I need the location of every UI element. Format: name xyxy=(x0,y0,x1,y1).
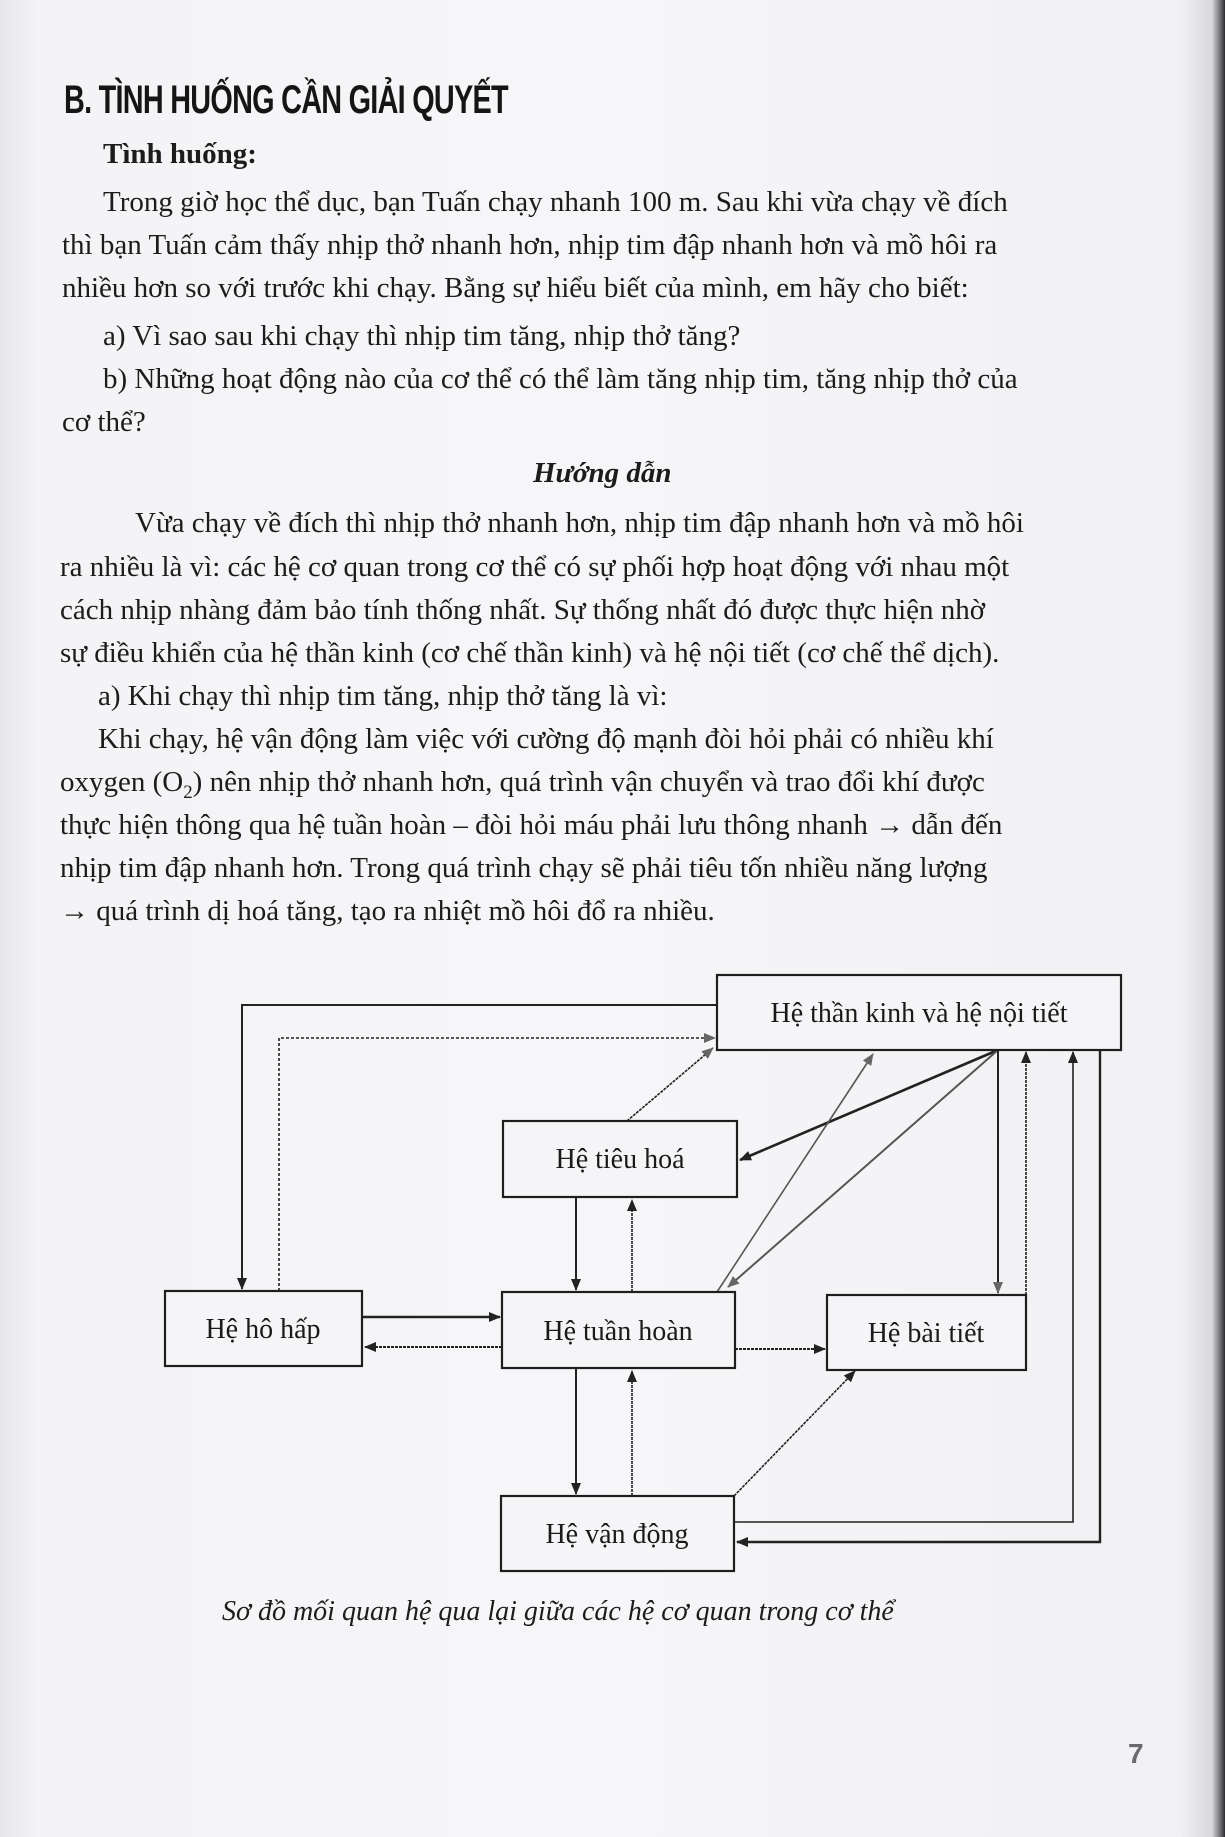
arrow-digestive-to-nervous xyxy=(627,1048,713,1121)
arrow-nervous-to-circulatory xyxy=(728,1050,998,1287)
page-number: 7 xyxy=(1128,1738,1144,1769)
arrow-locomotor-to-nervous xyxy=(734,1052,1073,1522)
situation-heading: Tình huống: xyxy=(103,138,257,170)
guide-intro-line-1: Vừa chạy về đích thì nhịp thở nhanh hơn, nhịp tim đập nhanh hơn và mồ hôi xyxy=(135,507,1024,539)
guide-heading: Hướng dẫn xyxy=(533,457,672,489)
answer-a-heading: a) Khi chạy thì nhịp tim tăng, nhịp thở tăng là vì: xyxy=(98,680,668,712)
situation-line-2: thì bạn Tuấn cảm thấy nhịp thở nhanh hơn, nhịp tim đập nhanh hơn và mồ hôi ra xyxy=(62,229,998,261)
guide-intro-line-2: ra nhiều là vì: các hệ cơ quan trong cơ thể có sự phối hợp hoạt động với nhau một xyxy=(60,551,1010,583)
answer-a-line-5: → quá trình dị hoá tăng, tạo ra nhiệt mồ hôi đổ ra nhiều. xyxy=(60,895,715,927)
question-b-line-1: b) Những hoạt động nào của cơ thể có thể làm tăng nhịp tim, tăng nhịp thở của xyxy=(103,363,1018,395)
answer-a-line-2: oxygen $(O_2)$ nên nhịp thở nhanh hơn, quá trình vận chuyển và trao đổi khí được xyxy=(60,766,985,803)
question-a: a) Vì sao sau khi chạy thì nhịp tim tăng, nhịp thở tăng? xyxy=(103,320,741,352)
label-nervous-endocrine: Hệ thần kinh và hệ nội tiết xyxy=(770,998,1068,1029)
question-b-line-2: cơ thể? xyxy=(62,406,146,438)
label-digestive: Hệ tiêu hoá xyxy=(555,1144,685,1175)
label-respiratory: Hệ hô hấp xyxy=(205,1314,321,1345)
guide-intro-line-4: sự điều khiển của hệ thần kinh (cơ chế thần kinh) và hệ nội tiết (cơ chế thể dịch). xyxy=(60,637,1000,669)
arrow-locomotor-to-excretory xyxy=(734,1371,855,1496)
arrow-nervous-to-digestive xyxy=(740,1050,998,1160)
arrow-circulatory-to-nervous xyxy=(717,1054,873,1292)
section-title: B. TÌNH HUỐNG CẦN GIẢI QUYẾT xyxy=(64,78,508,122)
situation-line-3: nhiều hơn so với trước khi chạy. Bằng sự hiểu biết của mình, em hãy cho biết: xyxy=(62,272,969,304)
diagram-caption: Sơ đồ mối quan hệ qua lại giữa các hệ cơ quan trong cơ thể xyxy=(222,1596,894,1627)
answer-a-line-1: Khi chạy, hệ vận động làm việc với cường độ mạnh đòi hỏi phải có nhiều khí xyxy=(98,723,994,755)
answer-a-line-4: nhịp tim đập nhanh hơn. Trong quá trình chạy sẽ phải tiêu tốn nhiều năng lượng xyxy=(60,852,988,884)
label-circulatory: Hệ tuần hoàn xyxy=(543,1316,693,1347)
label-locomotor: Hệ vận động xyxy=(545,1519,689,1550)
label-excretory: Hệ bài tiết xyxy=(867,1318,985,1349)
guide-intro-line-3: cách nhịp nhàng đảm bảo tính thống nhất. Sự thống nhất đó được thực hiện nhờ xyxy=(60,594,986,626)
answer-a-line-3: thực hiện thông qua hệ tuần hoàn – đòi hỏi máu phải lưu thông nhanh → dẫn đến xyxy=(60,809,1003,841)
situation-line-1: Trong giờ học thể dục, bạn Tuấn chạy nhanh 100 m. Sau khi vừa chạy về đích xyxy=(103,186,1008,218)
